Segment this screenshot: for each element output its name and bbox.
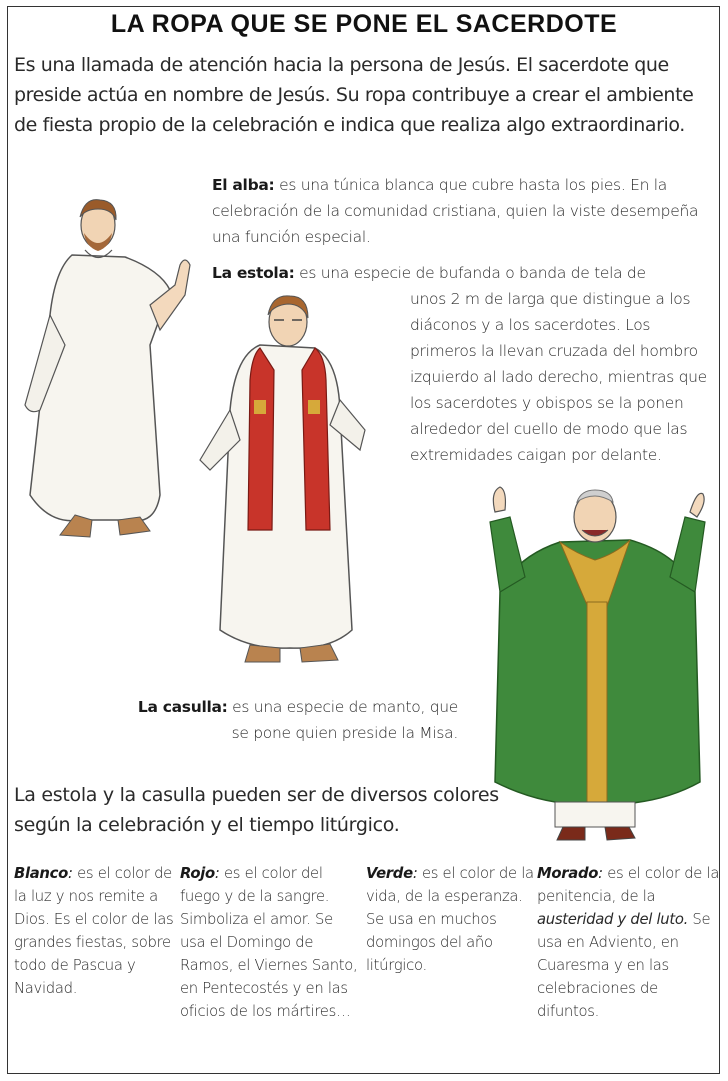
estola-term: La estola: bbox=[212, 264, 295, 282]
color-red-text: es el color del fuego y de la sangre. Simboliza el amor. Se usa el Domingo de Ramos, el Viernes Santo, en Pentecostés y en las oficios de los mártires… bbox=[180, 865, 358, 1020]
color-white-text: es el color de la luz y nos remite a Dios. Es el color de las grandes fiestas, sobre todo de Pascua y Navidad. bbox=[14, 865, 174, 997]
estola-description bbox=[212, 260, 712, 286]
casulla-description bbox=[118, 694, 458, 746]
color-green-column: Verde: es el color de la vida, de la esperanza. Se usa en muchos domingos del año litúrgico. bbox=[366, 865, 534, 974]
page-title: LA ROPA QUE SE PONE EL SACERDOTE bbox=[110, 10, 618, 38]
casulla-term: La casulla: bbox=[137, 698, 228, 716]
estola-description-rest: unos 2 m de larga que distingue a los diáconos y a los sacerdotes. Los primeros la llevan cruzada del hombro izquierdo al lado derecho, mientras que los sacerdotes y obispos se la ponen alrededor del cuello de modo que las extremidades caigan por delante. bbox=[410, 290, 707, 464]
color-red-name: Rojo bbox=[180, 865, 215, 882]
casulla-text: es una especie de manto, que se pone quien preside la Misa. bbox=[231, 698, 458, 742]
color-purple-text-c: Se usa en Adviento, en Cuaresma y en las celebraciones de difuntos. bbox=[537, 911, 711, 1020]
alba-illustration bbox=[20, 195, 195, 550]
colors-intro: La estola y la casulla pueden ser de diversos colores según la celebración y el tiempo litúrgico. bbox=[14, 784, 499, 836]
color-white-column: Blanco: es el color de la luz y nos remite a Dios. Es el color de las grandes fiestas, sobre todo de Pascua y Navidad. bbox=[14, 865, 174, 997]
color-green-name: Verde bbox=[366, 865, 413, 882]
color-green-text: es el color de la vida, de la esperanza. Se usa en muchos domingos del año litúrgico. bbox=[366, 865, 534, 974]
estola-text-first: es una especie de bufanda o banda de tela de bbox=[299, 264, 646, 282]
estola-illustration bbox=[190, 290, 390, 670]
color-red-column: Rojo: es el color del fuego y de la sangre. Simboliza el amor. Se usa el Domingo de Ramos, el Viernes Santo, en Pentecostés y en las oficios de los mártires… bbox=[180, 865, 358, 1020]
casulla-illustration bbox=[485, 482, 715, 847]
color-purple-text-b: austeridad y del luto. bbox=[537, 911, 689, 928]
color-purple-name: Morado bbox=[537, 865, 599, 882]
intro-paragraph: Es una llamada de atención hacia la persona de Jesús. El sacerdote que preside actúa en nombre de Jesús. Su ropa contribuye a crear el ambiente de fiesta propio de la celebración e indica que realiza algo extraordinario. bbox=[14, 54, 694, 136]
alba-term: El alba: bbox=[212, 176, 275, 194]
color-white-name: Blanco bbox=[14, 865, 69, 882]
alba-description bbox=[212, 172, 712, 250]
alba-text: es una túnica blanca que cubre hasta los pies. En la celebración de la comunidad cristiana, quien la viste desempeña una función especial. bbox=[212, 176, 699, 246]
color-purple-text-a: es el color de la penitencia, de la bbox=[537, 865, 720, 905]
color-purple-column: Morado: es el color de la penitencia, de la austeridad y del luto. Se usa en Adviento, en Cuaresma y en las celebraciones de difuntos. bbox=[537, 865, 720, 1020]
